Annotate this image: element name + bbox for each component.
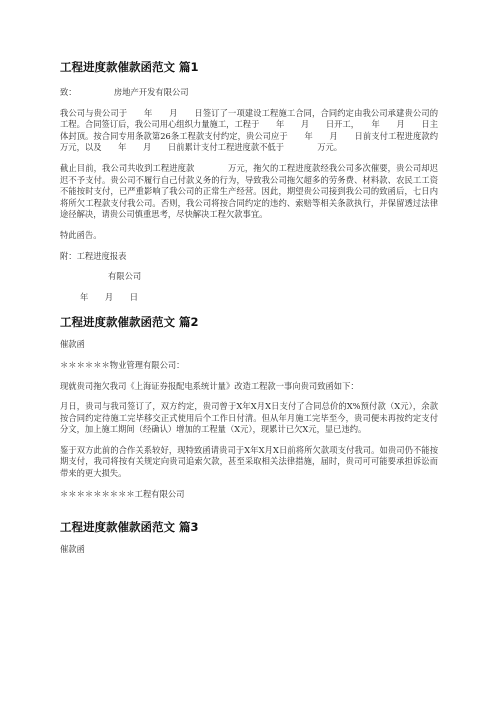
document-body [60,60,480,556]
section-2-title: 工程进度款催款函范文 篇2 [60,315,199,330]
closing-statement: 特此函告。 [60,229,102,240]
signer: 有限公司 [108,271,142,282]
attachment-note: 附：工程进度报表 [60,250,127,261]
paragraph: 截止目前，我公司共收到工程进度款 万元，拖欠的工程进度款经我公司多次催要，贵公司却迟迟不予支付。贵公司不履行自己付款义务的行为，导致我公司拖欠超多的劳务费、材料款、农民工工资不能按时支付，已严重影响了我公司的正常生产经营。因此，期望贵公司接到我公司的致函后，七日内将所欠工程款支付我公司。否则，我公司将按合同约定的违约、索赔等相关条款执行，并保留透过法律途径解决，请贵公司慎重思考，尽快解决工程欠款事宜。 [60,162,438,220]
paragraph: 我公司与贵公司于 年 月 日签订了一项建设工程施工合同，合同约定由我公司承建贵公司的 工程。合同签订后，我公司用心组织力量施工，工程于 年 月 日开工， 年 月 日主体封顶。按合同专用条款第26条工程款支付约定，贵公司应于 年 月 日前支付工程进度款约 万元，以及 年 月 日前累计支付工程进度款不低于 万元。 [60,107,480,153]
paragraph: 鉴于双方此前的合作关系较好，现特致函请贵司于X年X月X日前将所欠款项支付我司。如贵司仍不能按期支付，我司将按有关规定向贵司追索欠款，甚至采取相关法律措施，届时，贵司可可能要承担诉讼而带来的更大损失。 [60,444,438,479]
letter-heading: 催款函 [60,544,85,555]
date-line: 年 月 日 [80,291,139,302]
paragraph: 月日，贵司与我司签订了，双方约定，贵司曾于X年X月X日支付了合同总价的X%预付款（X元），余款按合同约定待施工完毕移交正式使用后个工作日付清。但从年月施工完毕至今，贵司便未再按约定支付分文，加上施工期间（经确认）增加的工程量（X元），现累计已欠X元，显已违约。 [60,401,438,435]
salutation: ＊＊＊＊＊＊物业管理有限公司： [60,359,185,370]
section-3-title: 工程进度款催款函范文 篇3 [60,520,199,535]
letter-heading: 催款函 [60,339,85,350]
salutation: 致： 房地产开发有限公司 [60,87,189,97]
signer: ＊＊＊＊＊＊＊＊＊工程有限公司 [60,488,185,499]
section-1-title: 工程进度款催款函范文 篇1 [60,60,199,74]
paragraph: 现就贵司拖欠我司《上海证券报配电系统计量》改造工程款一事向贵司致函如下： [60,380,359,391]
